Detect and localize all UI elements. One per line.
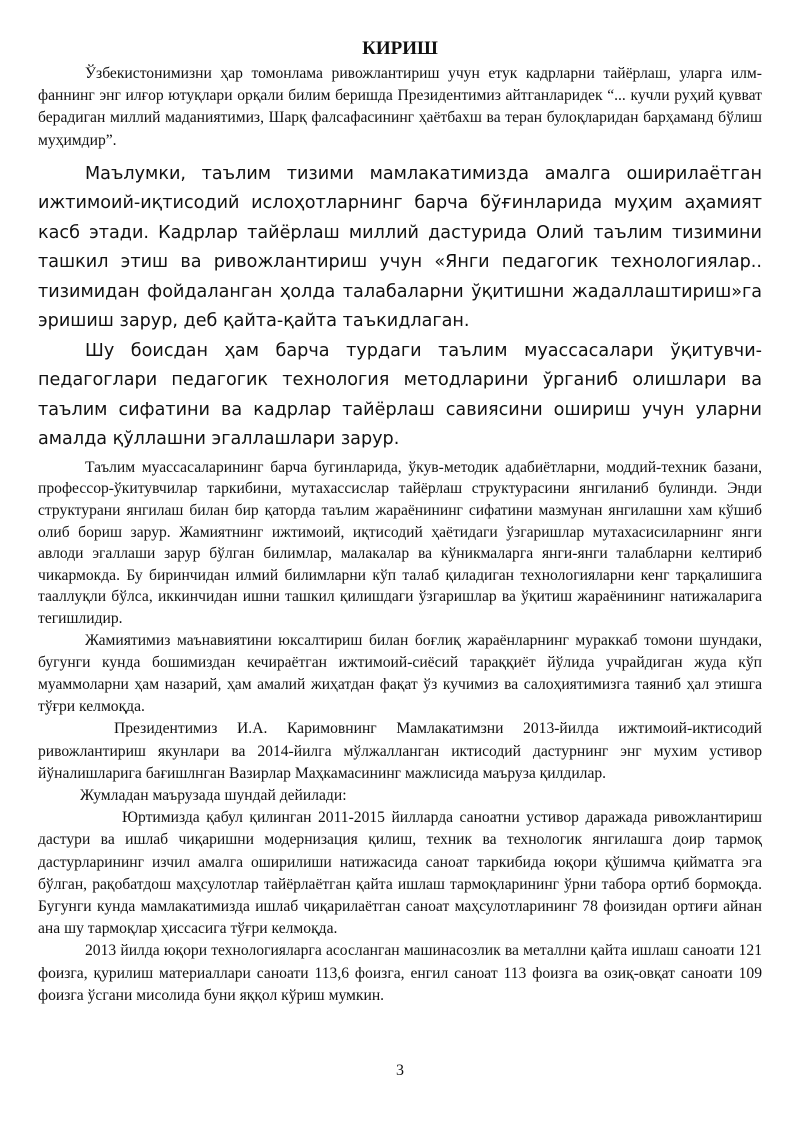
document-title: КИРИШ: [362, 38, 438, 59]
page-number: 3: [396, 1062, 404, 1079]
paragraph-president-report: Президентимиз И.А. Каримовнинг Мамлакатимзни 2013-йилда ижтимоий-иктисодий ривожлантириш якунлари ва 2014-йилга мўлжалланган иктисодий дастурнинг энг мухим устивор йўналишларига бағишлнган Вазирлар Маҳкамасининг мажлисида маъруза қилдилар.: [38, 720, 762, 782]
paragraph-institutions: Таълим муассасаларининг барча бугинларида, ўкув-методик адабиётларни, моддий-техник базани, профессор-ўкитувчилар таркибини, мутахассислар тайёрлаш структурасини янгиланиб булинди. Энди структурани янгилаш билан бир қаторда таълим жараёнининг сифатини мазмунан янгилашни хам кўшиб олиб бориш зарур. Жамиятнинг ижтимоий, иқтисодий ҳаётидаги ўзгаришлар мутахасисиларнинг янги авлоди эгаллаши зарур бўлган билимлар, малакалар ва кўникмаларга янги-янги талабларни келтириб чикармокда. Бу биринчидан илмий билимларни кўп талаб қиладиган технологияларни кенг тарқалишига тааллуқли бўлса, иккинчидан ишни ташкил қилишдаги ўзгаришлар ва ўқитиш жараёнининг натижаларига тегишлидир.: [38, 458, 762, 627]
document-page: [38, 36, 762, 1007]
paragraph-report-intro: Жумладан маърузада шундай дейилади:: [80, 786, 347, 804]
paragraph-intro: Ўзбекистонимизни ҳар томонлама ривожлантириш учун етук кадрларни тайёрлаш, уларга илм-фаннинг энг илғор ютуқлари орқали билим беришда Президентимиз айтганларидек “... кучли руҳий қувват берадиган миллий маданиятимиз, Шарқ фалсафасининг ҳаётбахш ва теран булоқларидан барҳаманд бўлиш муҳимдир”.: [38, 65, 762, 149]
paragraph-society: Жамиятимиз маънавиятини юксалтириш билан боғлиқ жараёнларнинг мураккаб томони шундаки, бугунги кунда бошимиздан кечираётган ижтимоий-сиёсий тараққиёт йўлида учрайдиган жуда кўп муаммоларни ҳам назарий, ҳам амалий жиҳатдан фақат ўз кучимиз ва салоҳиятимизга таяниб ҳал этишга тўғри келмоқда.: [38, 631, 762, 716]
paragraph-education-system: Маълумки, таълим тизими мамлакатимизда амалга оширилаётган ижтимоий-иқтисодий ислоҳотларнинг барча бўғинларида муҳим аҳамият касб этади. Кадрлар тайёрлаш миллий дастурида Олий таълим тизимини ташкил этиш ва ривожлантириш учун «Янги педагогик технологиялар.. тизимидан фойдаланган ҳолда талабаларни ўқитишни жадаллаштириш»га эришиш зарур, деб қайта-қайта таъкидлаган.: [38, 163, 762, 332]
paragraph-teachers: Шу боисдан ҳам барча турдаги таълим муассасалари ўқитувчи-педагоглари педагогик технология методларини ўрганиб олишлари ва таълим сифатини ва кадрлар тайёрлаш савиясини ошириш учун уларни амалда қўллашни эгаллашлари зарур.: [38, 340, 762, 450]
paragraph-industry: Юртимизда қабул қилинган 2011-2015 йилларда саноатни устивор даражада ривожлантириш дастури ва ишлаб чиқаришни модернизация қилиш, техник ва технологик янгилашга доир тармоқ дастурларининг изчил амалга оширилиши натижасида саноат таркибида юқори қўшимча қийматга эга бўлган, рақобатдош маҳсулотлар тайёрлаётган қайта ишлаш тармоқларининг ўрни табора ортиб бормоқда. Бугунги кунда мамлакатимизда ишлаб чиқарилаётган саноат маҳсулотларининг 78 фоизидан ортиғи айнан ана шу тармоқлар ҳиссасига тўғри келмоқда.: [38, 809, 762, 938]
paragraph-growth-2013: 2013 йилда юқори технологияларга асосланган машинасозлик ва металлни қайта ишлаш саноати 121 фоизга, қурилиш материаллари саноати 113,6 фоизга, енгил саноат 113 фоизга ва озиқ-овқат саноати 109 фоизга ўсгани мисолида буни яққол кўриш мумкин.: [38, 942, 762, 1004]
